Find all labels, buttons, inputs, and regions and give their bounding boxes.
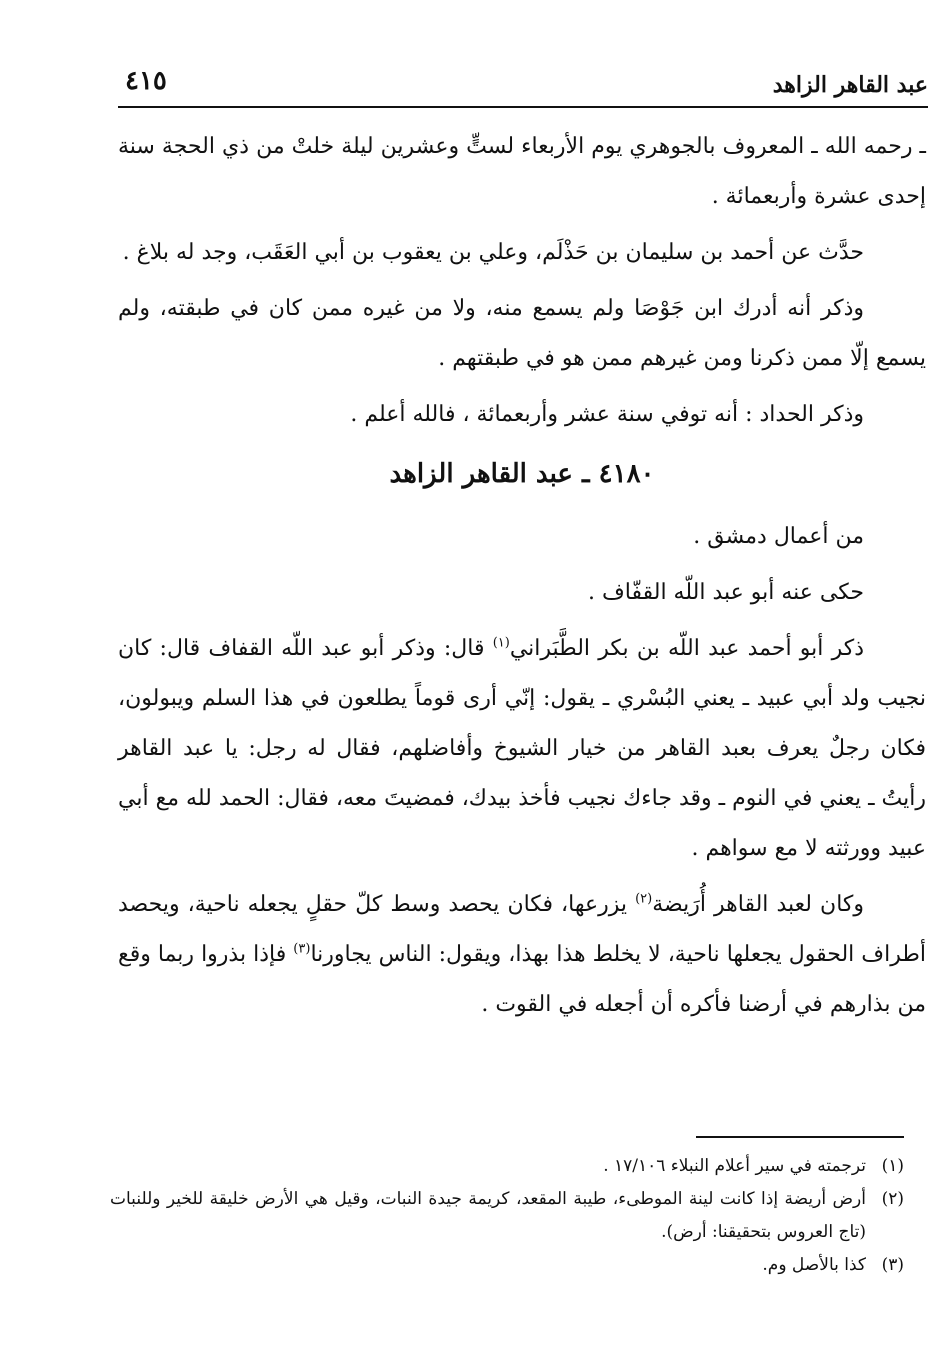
page-number: ٤١٥ [125, 66, 167, 96]
land-story-text-end: فإذا بذروا ربما وقع من بذارهم في أرضنا فأكره أن أجعله في القوت . [118, 942, 926, 1017]
footnote-separator [696, 1136, 904, 1138]
footnote-number: (٢) [881, 1189, 904, 1209]
footnote-number: (٣) [881, 1255, 904, 1275]
footnote-ref-2: (٢) [635, 891, 653, 907]
land-story-text-middle: يزرعها، فكان يحصد وسط كلّ حقلٍ يجعله ناحية، ويحصد أطراف الحقول يجعلها ناحية، لا يخلط هذا بهذا، ويقول: الناس يجاورنا [118, 892, 926, 967]
footnote-item [110, 1183, 904, 1249]
dream-story-text-rest: قال: وذكر أبو عبد اللّه القفاف قال: كان نجيب ولد أبي عبيد ـ يعني البُسْري ـ يقول: إنّي أرى قوماً يطلعون في هذا السلم ويبولون، فكان رجلٌ يعرف بعبد القاهر من خيار الشيوخ وأفاضلهم، فقال له رجل: يا عبد القاهر رأيتُ ـ يعني في النوم ـ وقد جاءك نجيب فأخذ بيدك، فمضيتَ معه، فقال: الحمد لله مع أبي عبيد وورثته لا مع سواهم . [118, 636, 926, 861]
footnote-ref-1: (١) [492, 635, 510, 651]
entry-heading: ٤١٨٠ ـ عبد القاهر الزاهد [389, 459, 655, 489]
footnote-item [110, 1249, 904, 1282]
paragraph-met-ibn-jawsa: وذكر أنه أدرك ابن جَوْصَا ولم يسمع منه، ولا من غيره ممن كان في طبقته، ولم يسمع إلّا ممن ذكرنا ومن غيرهم ممن هو في طبقتهم . [118, 296, 926, 371]
paragraph-narrated-from: حدَّث عن أحمد بن سليمان بن حَذْلَم، وعلي بن يعقوب بن أبي العَقَب، وجد له بلاغ . [122, 240, 864, 265]
footnote-ref-3: (٣) [293, 941, 311, 957]
paragraph-death-date: ـ رحمه الله ـ المعروف بالجوهري يوم الأربعاء لستٍّ وعشرين ليلة خلتْ من ذي الحجة سنة إحدى عشرة وأربعمائة . [118, 134, 926, 209]
main-text [118, 122, 926, 1036]
paragraph-narrator: حكى عنه أبو عبد اللّه القفّاف . [588, 580, 864, 605]
footnote-text: كذا بالأصل وم. [762, 1255, 866, 1275]
paragraph-dream-story [118, 624, 926, 874]
paragraph-land-story [118, 880, 926, 1030]
footnote-text: ترجمته في سير أعلام النبلاء ١٧/١٠٦ . [603, 1156, 866, 1176]
footnotes [110, 1150, 904, 1282]
land-story-text-start: وكان لعبد القاهر أُرَيضة [652, 892, 865, 917]
footnote-item [110, 1150, 904, 1183]
footnote-number: (١) [881, 1156, 904, 1176]
dream-story-text-start: ذكر أبو أحمد عبد اللّه بن بكر الطَّبَراني [509, 636, 864, 661]
header-rule [118, 106, 928, 108]
paragraph-origin: من أعمال دمشق . [693, 524, 864, 549]
footnote-text: أرض أريضة إذا كانت لينة الموطىء، طيبة المقعد، كريمة جيدة النبات، وقيل هي الأرض خليقة للخير وللنبات (تاج العروس بتحقيقنا: أرض). [110, 1189, 866, 1242]
running-title: عبد القاهر الزاهد [772, 72, 928, 98]
paragraph-haddad-note: وذكر الحداد : أنه توفي سنة عشر وأربعمائة ، فالله أعلم . [350, 402, 864, 427]
